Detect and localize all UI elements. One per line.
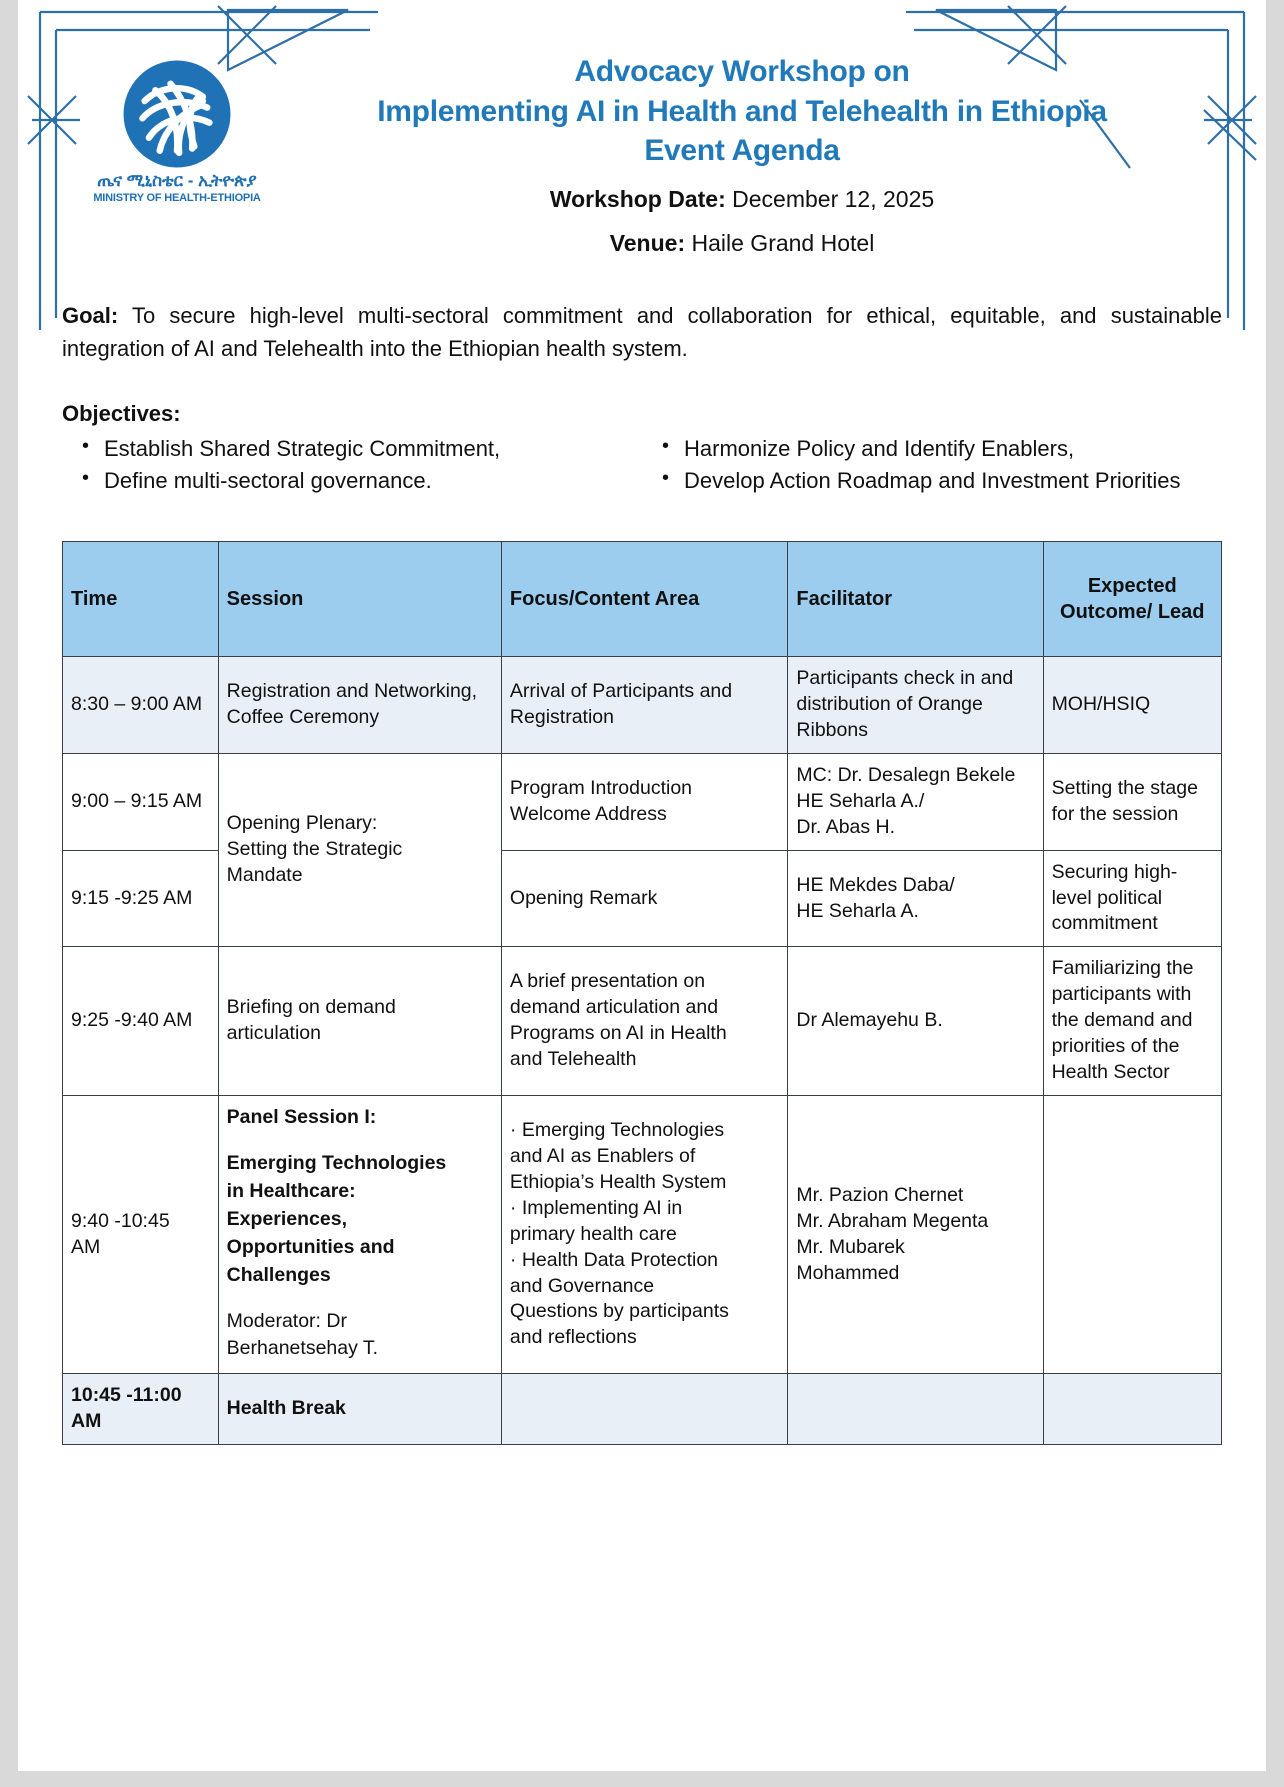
- table-row: [63, 1374, 1222, 1445]
- cell-line: · Emerging Technologies: [509, 1119, 725, 1142]
- cell-line: HE Mekdes Daba/: [796, 873, 955, 896]
- cell-line: commitment: [1051, 912, 1158, 935]
- cell-outcome: [1043, 850, 1221, 947]
- list-item: • Define multi-sectoral governance.: [104, 465, 642, 497]
- cell-session: [218, 947, 501, 1096]
- cell-focus: [501, 1374, 788, 1445]
- page-title: [292, 52, 1192, 171]
- cell-line: Opening Plenary:: [226, 812, 378, 835]
- cell-time: 9:25 -9:40 AM: [63, 947, 219, 1096]
- cell-outcome: [1043, 947, 1221, 1096]
- cell-line: Familiarizing the: [1051, 957, 1194, 980]
- logo-block: [62, 52, 292, 204]
- column-header-time: Time: [63, 542, 219, 657]
- cell-line: Challenges: [226, 1263, 331, 1286]
- cell-line: Ethiopia’s Health System: [509, 1170, 727, 1193]
- cell-line: Mr. Mubarek: [796, 1235, 905, 1258]
- table-row: [63, 657, 1222, 754]
- cell-session: Health Break: [218, 1374, 501, 1445]
- cell-line: MC: Dr. Desalegn Bekele: [796, 763, 1016, 786]
- logo-amharic-text: ጤና ሚኒስቴር - ኢትዮጵያ: [97, 171, 257, 190]
- cell-session: [218, 657, 501, 754]
- cell-line: AM: [71, 1235, 101, 1258]
- cell-line: Experiences,: [226, 1207, 347, 1230]
- cell-line: A brief presentation on: [509, 970, 706, 993]
- table-row: [63, 947, 1222, 1096]
- cell-line: Briefing on demand: [226, 996, 396, 1019]
- cell-line: · Implementing AI in: [509, 1196, 683, 1219]
- page-edge-bottom: [0, 1771, 1284, 1787]
- cell-line: and reflections: [509, 1326, 637, 1349]
- column-header-focus: Focus/Content Area: [501, 542, 788, 657]
- workshop-date-line: [292, 184, 1192, 215]
- cell-line: level political: [1051, 886, 1163, 909]
- cell-line: AM: [71, 1410, 102, 1433]
- cell-focus: [501, 1096, 788, 1374]
- cell-session: [218, 753, 501, 947]
- logo-english-text: MINISTRY OF HEALTH-ETHIOPIA: [93, 191, 261, 204]
- cell-line: for the session: [1051, 802, 1179, 825]
- page-edge-left: [0, 0, 18, 1787]
- agenda-table-wrap: [62, 541, 1222, 1475]
- cell-line: in Healthcare:: [226, 1179, 356, 1202]
- cell-line: Programs on AI in Health: [509, 1022, 727, 1045]
- cell-line: Mr. Pazion Chernet: [796, 1183, 964, 1206]
- cell-line: Mr. Abraham Megenta: [796, 1209, 989, 1232]
- title-line-3: Event Agenda: [644, 134, 840, 168]
- cell-line: priorities of the: [1051, 1035, 1180, 1058]
- cell-focus: [501, 657, 788, 754]
- cell-line: Emerging Technologies: [226, 1151, 447, 1174]
- column-header-expected-outcome: Expected Outcome/ Lead: [1043, 542, 1221, 657]
- cell-time: [63, 1096, 219, 1374]
- cell-outcome: [1043, 753, 1221, 850]
- cell-line: HE Seharla A.: [796, 899, 919, 922]
- cell-line: and AI as Enablers of: [509, 1144, 696, 1167]
- cell-line: participants with: [1051, 983, 1192, 1006]
- goal-paragraph: [62, 299, 1222, 365]
- cell-line: demand articulation and: [509, 996, 719, 1019]
- cell-focus: [501, 947, 788, 1096]
- ministry-of-health-ethiopia-logo-icon: [123, 60, 231, 168]
- list-item: • Develop Action Roadmap and Investment Priorities: [684, 465, 1222, 497]
- cell-line: Panel Session I:: [226, 1106, 377, 1128]
- venue-value: Haile Grand Hotel: [691, 229, 875, 256]
- venue-line: [292, 228, 1192, 259]
- cell-facilitator: [788, 850, 1043, 947]
- objectives-column-left: [62, 433, 642, 497]
- title-block: [292, 52, 1222, 259]
- table-row: [63, 753, 1222, 850]
- cell-time: 9:00 – 9:15 AM: [63, 753, 219, 850]
- cell-line: distribution of Orange: [796, 693, 983, 716]
- cell-line: the demand and: [1051, 1009, 1193, 1032]
- cell-line: 10:45 -11:00: [71, 1384, 182, 1407]
- workshop-date-label: Workshop Date:: [549, 185, 726, 212]
- cell-line: Questions by participants: [509, 1300, 729, 1323]
- cell-line: Program Introduction: [509, 776, 693, 799]
- cell-line: Securing high-: [1051, 860, 1178, 883]
- cell-spacer: [227, 1133, 493, 1149]
- goal-label: Goal:: [62, 302, 119, 328]
- cell-outcome: [1043, 1374, 1221, 1445]
- cell-time: 9:15 -9:25 AM: [63, 850, 219, 947]
- cell-line: and Governance: [509, 1274, 655, 1297]
- objectives-column-right: [642, 433, 1222, 497]
- cell-line: Coffee Ceremony: [226, 705, 380, 728]
- cell-line: Opportunities and: [226, 1235, 395, 1258]
- cell-facilitator: [788, 1374, 1043, 1445]
- cell-line: primary health care: [509, 1222, 677, 1245]
- cell-line: HE Seharla A./: [796, 789, 925, 812]
- cell-line: Participants check in and: [796, 667, 1014, 690]
- cell-line: Health Sector: [1051, 1061, 1170, 1084]
- cell-line: · Health Data Protection: [509, 1248, 719, 1271]
- goal-text: To secure high-level multi-sectoral commitment and collaboration for ethical, equitable, and sustainable integration of AI and Telehealth into the Ethiopian health system.: [62, 302, 1222, 361]
- cell-line: Moderator: Dr: [226, 1309, 347, 1332]
- cell-line: Registration and Networking,: [226, 680, 478, 703]
- cell-outcome: [1043, 1096, 1221, 1374]
- cell-time: 8:30 – 9:00 AM: [63, 657, 219, 754]
- cell-line: Berhanetsehay T.: [226, 1337, 379, 1360]
- cell-focus: Opening Remark: [501, 850, 788, 947]
- cell-facilitator: [788, 1096, 1043, 1374]
- column-header-facilitator: Facilitator: [788, 542, 1043, 657]
- cell-facilitator: Dr Alemayehu B.: [788, 947, 1043, 1096]
- cell-facilitator: [788, 657, 1043, 754]
- page-edge-right: [1266, 0, 1284, 1787]
- cell-session: [218, 1096, 501, 1374]
- cell-line: Arrival of Participants and: [509, 680, 733, 703]
- cell-line: and Telehealth: [509, 1048, 637, 1071]
- cell-facilitator: [788, 753, 1043, 850]
- cell-time: [63, 1374, 219, 1445]
- title-line-2: Implementing AI in Health and Telehealth in Ethiopia: [377, 94, 1107, 128]
- cell-line: Setting the stage: [1051, 776, 1198, 799]
- objectives-columns: [62, 433, 1222, 497]
- cell-focus: [501, 753, 788, 850]
- cell-outcome: MOH/HSIQ: [1043, 657, 1221, 754]
- cell-line: Ribbons: [796, 718, 868, 741]
- list-item: • Establish Shared Strategic Commitment,: [104, 433, 642, 465]
- cell-line: Setting the Strategic: [226, 838, 403, 861]
- agenda-table: [62, 541, 1222, 1445]
- cell-line: articulation: [226, 1022, 321, 1045]
- column-header-session: Session: [218, 542, 501, 657]
- title-line-1: Advocacy Workshop on: [574, 55, 910, 88]
- cell-line: Mohammed: [796, 1261, 900, 1284]
- workshop-date-value: December 12, 2025: [732, 185, 935, 212]
- cell-line: 9:40 -10:45: [71, 1209, 170, 1232]
- document-header: [62, 0, 1222, 259]
- cell-line: Mandate: [226, 864, 303, 887]
- cell-spacer: [227, 1291, 493, 1307]
- cell-line: Dr. Abas H.: [796, 815, 896, 838]
- document-sheet: [18, 0, 1266, 1771]
- cell-line: Welcome Address: [509, 802, 667, 825]
- list-item: • Harmonize Policy and Identify Enablers,: [684, 433, 1222, 465]
- objectives-heading: Objectives:: [62, 400, 181, 426]
- table-row: [63, 1096, 1222, 1374]
- table-header-row: [63, 542, 1222, 657]
- venue-label: Venue:: [609, 229, 686, 256]
- cell-line: Registration: [509, 705, 614, 728]
